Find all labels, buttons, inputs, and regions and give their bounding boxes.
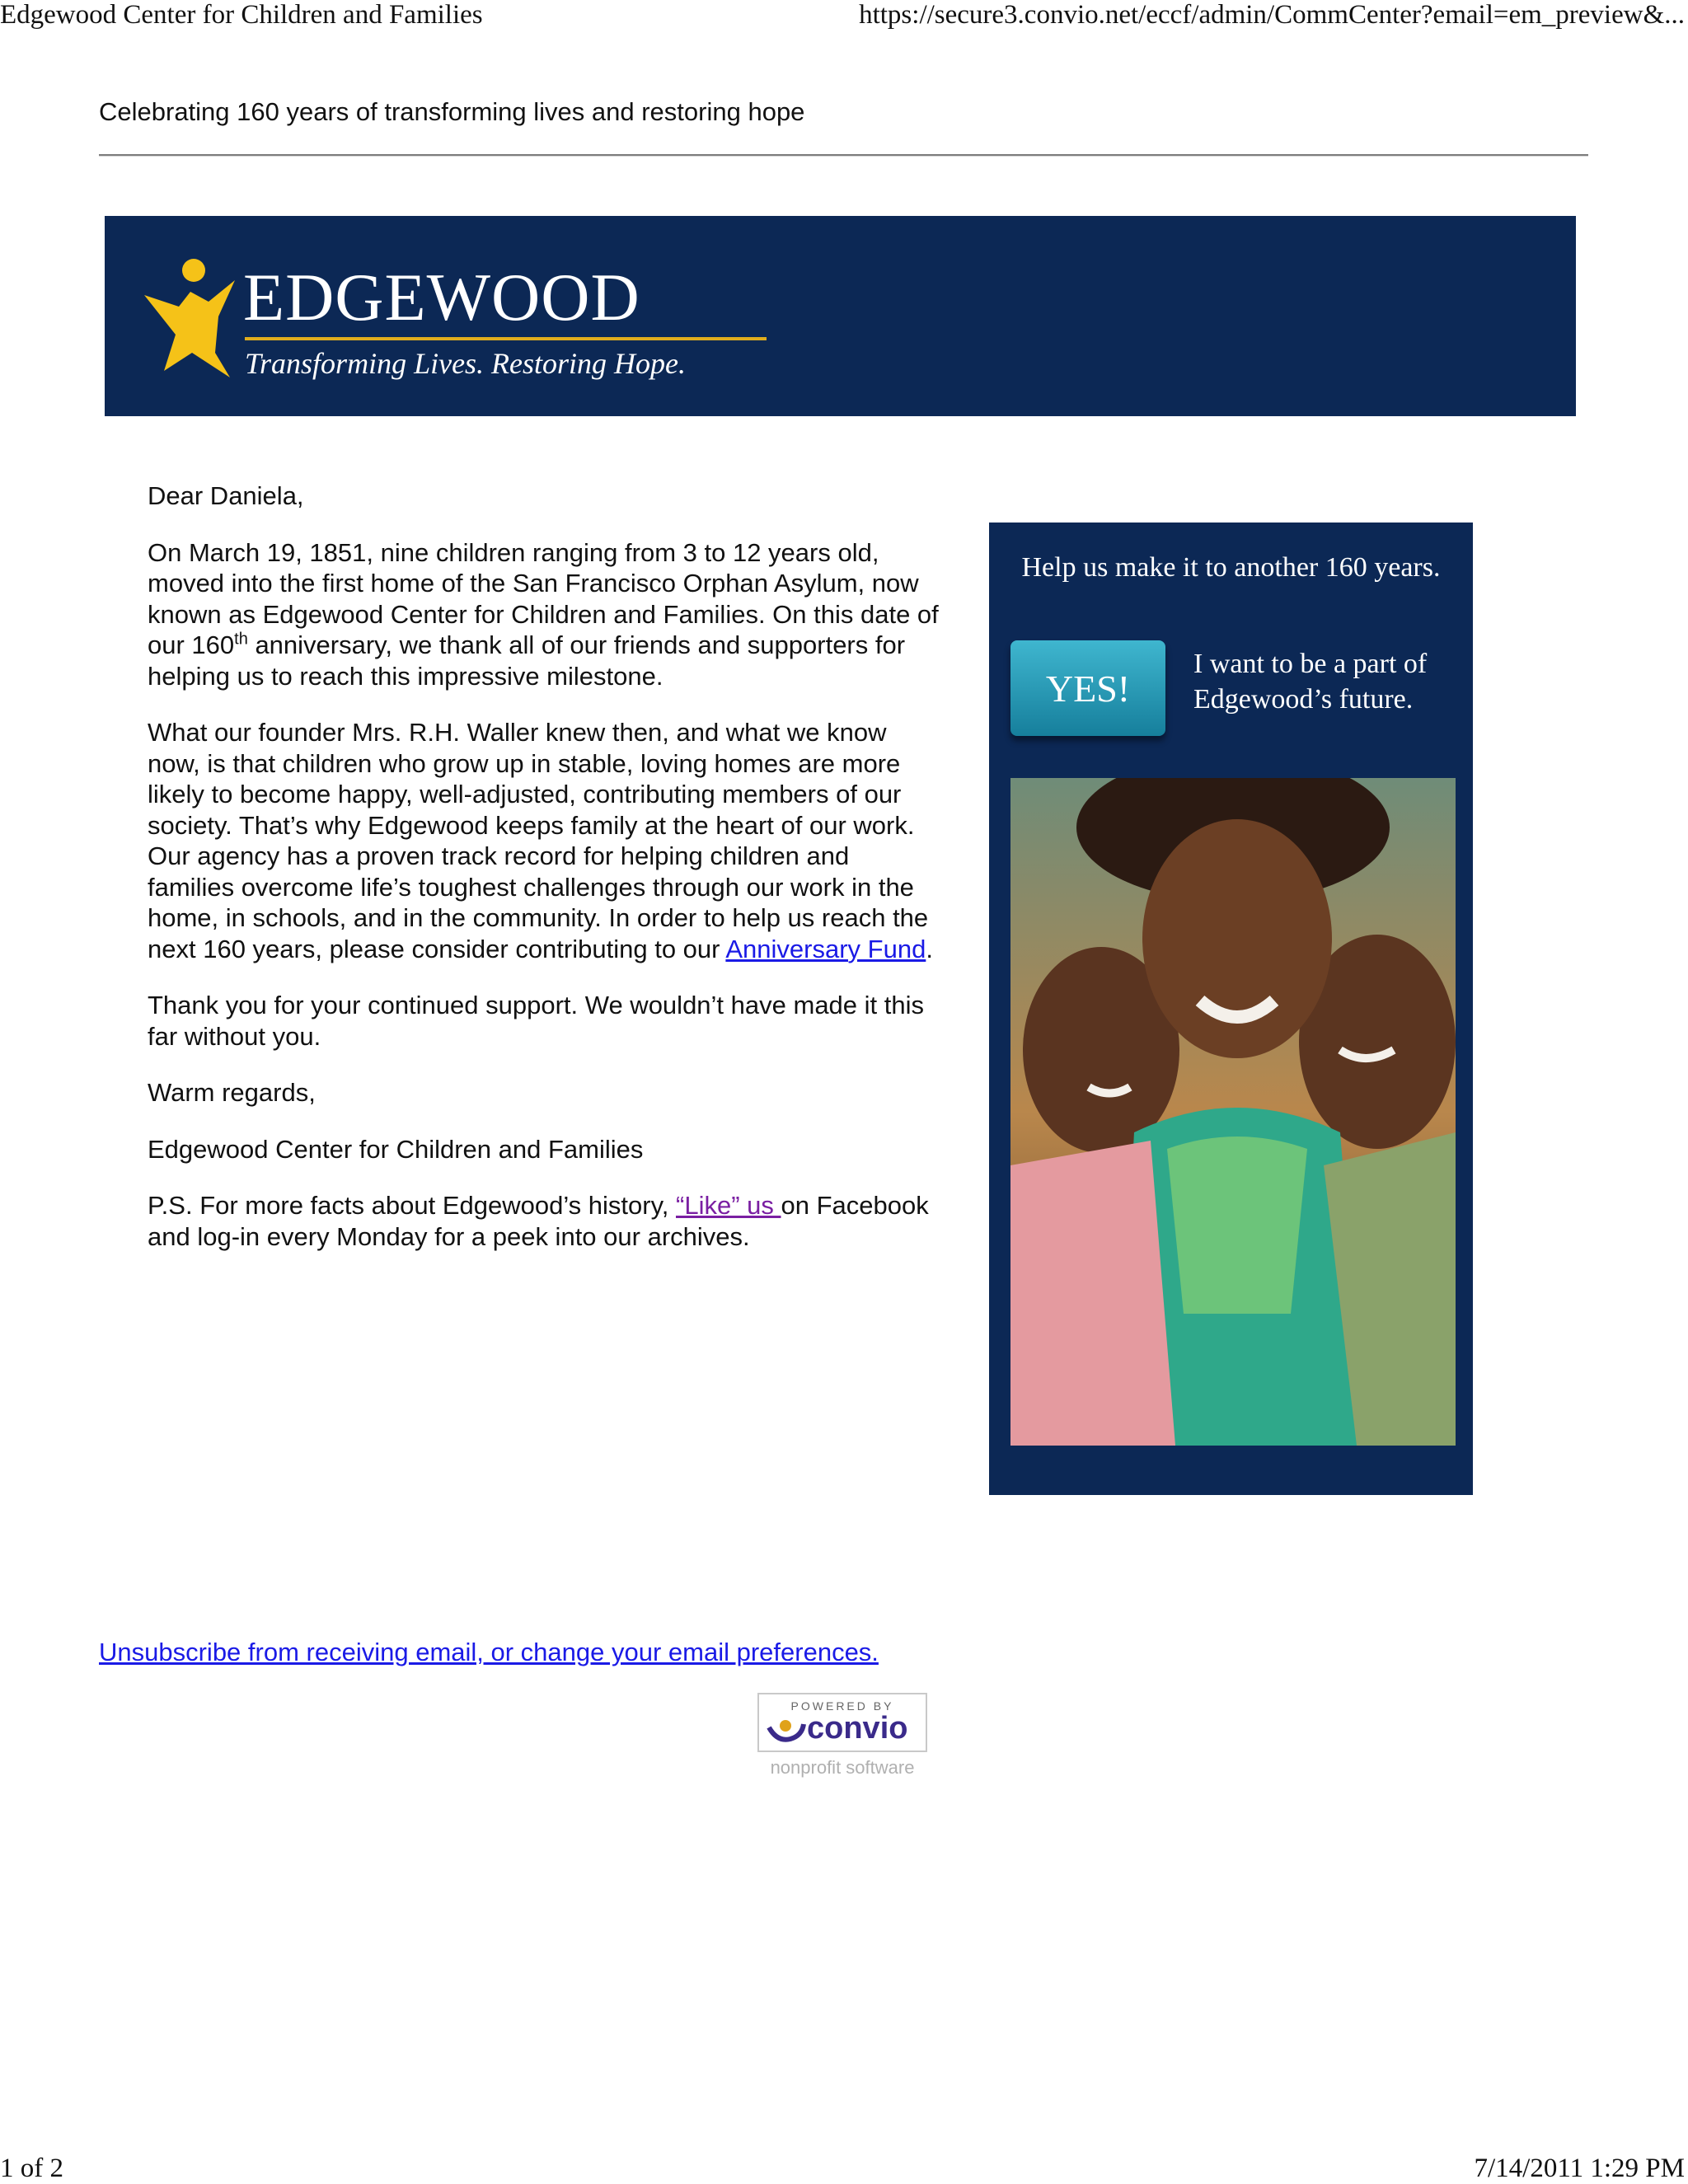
edgewood-banner	[105, 216, 1576, 416]
paragraph-text: on Facebook and log-in every Monday for a peek into our archives.	[148, 1191, 929, 1251]
anniversary-fund-link[interactable]: Anniversary Fund	[725, 934, 926, 963]
unsubscribe-area	[99, 1638, 879, 1667]
email-preheader: Celebrating 160 years of transforming lives and restoring hope	[99, 97, 805, 126]
letter-body	[148, 480, 939, 1277]
paragraph-thanks: Thank you for your continued support. We wouldn’t have made it this far without you.	[148, 991, 925, 1051]
paragraph-mission	[148, 717, 939, 964]
signature: Edgewood Center for Children and Families	[148, 1134, 644, 1164]
convio-wordmark: convio	[807, 1711, 908, 1746]
logo-tagline: Transforming Lives. Restoring Hope.	[245, 347, 687, 380]
print-page-url: https://secure3.convio.net/eccf/admin/CommCenter?email=em_preview&...	[859, 0, 1685, 30]
nonprofit-software-caption: nonprofit software	[770, 1757, 915, 1778]
convio-swirl-icon	[766, 1716, 807, 1746]
facebook-like-link[interactable]: “Like” us	[676, 1191, 781, 1220]
divider	[99, 154, 1588, 157]
paragraph-history	[148, 537, 939, 692]
print-page-number: 1 of 2	[0, 2154, 63, 2183]
yes-button-caption: I want to be a part of Edgewood’s future.	[1193, 649, 1428, 715]
unsubscribe-link[interactable]: Unsubscribe from receiving email, or change your email preferences.	[99, 1638, 879, 1666]
donation-sidebar[interactable]	[989, 523, 1473, 1495]
family-photo	[1010, 778, 1456, 1446]
star-figure-logo-icon	[139, 255, 238, 379]
yes-donate-button[interactable]: YES!	[1010, 640, 1165, 736]
print-page-title: Edgewood Center for Children and Families	[0, 0, 483, 30]
sidebar-headline: Help us make it to another 160 years.	[1021, 552, 1441, 583]
postscript	[148, 1190, 939, 1252]
powered-by-convio-badge[interactable]	[757, 1693, 927, 1752]
logo-underline	[245, 337, 767, 340]
print-header	[0, 0, 1688, 33]
print-datetime: 7/14/2011 1:29 PM	[1474, 2154, 1685, 2183]
paragraph-text: anniversary, we thank all of our friends and supporters for helping us to reach this impressive milestone.	[148, 630, 906, 691]
powered-by-label: POWERED BY	[790, 1699, 894, 1713]
closing: Warm regards,	[148, 1078, 316, 1107]
paragraph-text: What our founder Mrs. R.H. Waller knew then, and what we know now, is that children who grow up in stable, loving homes are more likely to become happy, well-adjusted, contributing members of our society. That’s why Edgewood keeps family at the heart of our work. Our agency has a proven track record for helping children and families overcome life’s toughest challenges through our work in the home, in schools, and in the community. In order to help us reach the next 160 years, please consider contributing to our	[148, 718, 929, 963]
greeting: Dear Daniela,	[148, 481, 304, 510]
print-footer	[0, 2146, 1688, 2184]
superscript: th	[234, 630, 248, 649]
paragraph-text: On March 19, 1851, nine children ranging from 3 to 12 years old, moved into the first home of the San Francisco Orphan Asylum, now known as Edgewood Center for Children and Families. On this date of our 160	[148, 537, 939, 659]
logo-wordmark: EDGEWOOD	[243, 260, 640, 335]
paragraph-text: .	[926, 934, 933, 963]
paragraph-text: P.S. For more facts about Edgewood’s history,	[148, 1191, 676, 1220]
